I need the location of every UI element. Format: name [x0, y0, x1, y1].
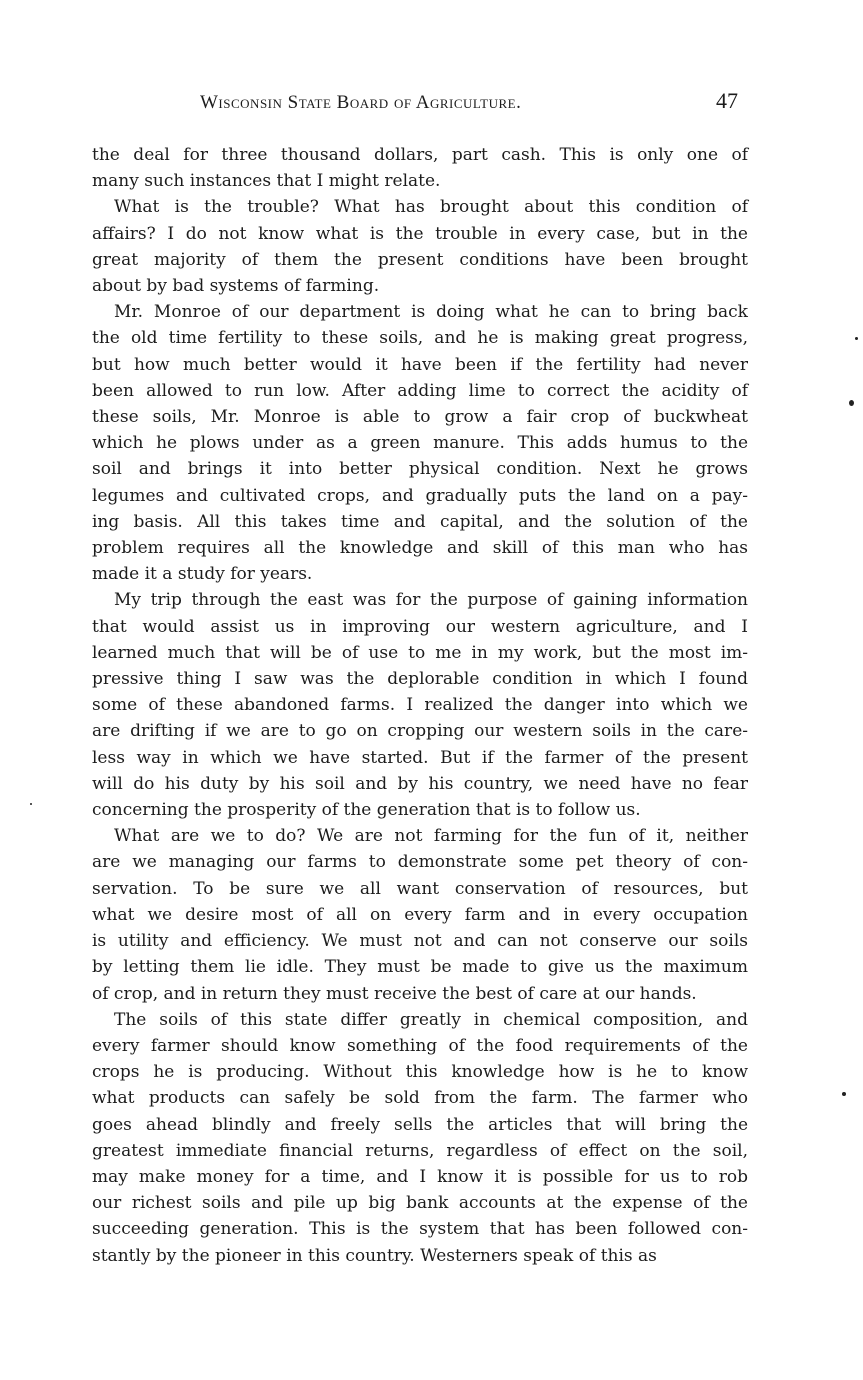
text-line: been allowed to run low. After adding lime to correct the acidity of: [92, 380, 748, 401]
text-line: which he plows under as a green manure. This adds humus to the: [92, 433, 748, 454]
scan-speck: [30, 803, 32, 805]
running-head: Wisconsin State Board of Agriculture.: [200, 92, 522, 113]
paragraph: [92, 1007, 748, 1269]
text-line: what products can safely be sold from the farm. The farmer who: [92, 1088, 748, 1109]
text-line: affairs? I do not know what is the trouble in every case, but in the: [92, 223, 748, 244]
text-line: the old time fertility to these soils, and he is making great progress,: [92, 328, 748, 349]
text-line: What are we to do? We are not farming for the fun of it, neither: [114, 826, 748, 847]
text-line: goes ahead blindly and freely sells the articles that will bring the: [92, 1114, 748, 1135]
page-header: [200, 88, 742, 118]
text-line: these soils, Mr. Monroe is able to grow a fair crop of buckwheat: [92, 407, 748, 428]
text-line: succeeding generation. This is the system that has been followed con-: [92, 1219, 748, 1240]
body-text: [92, 142, 748, 1269]
paragraph: [92, 587, 748, 823]
text-line: made it a study for years.: [92, 564, 313, 585]
text-line: crops he is producing. Without this knowledge how is he to know: [92, 1062, 748, 1083]
text-line: about by bad systems of farming.: [92, 276, 380, 297]
text-line: stantly by the pioneer in this country. Westerners speak of this as: [92, 1245, 657, 1266]
text-line: are we managing our farms to demonstrate some pet theory of con-: [92, 852, 748, 873]
text-line: soil and brings it into better physical condition. Next he grows: [92, 459, 748, 480]
text-line: that would assist us in improving our western agriculture, and I: [92, 616, 748, 637]
paragraph: [92, 823, 748, 1006]
scan-speck: [849, 400, 854, 406]
paragraph: [92, 194, 748, 299]
text-line: greatest immediate financial returns, regardless of effect on the soil,: [92, 1140, 748, 1161]
text-line: of crop, and in return they must receive the best of care at our hands.: [92, 983, 697, 1004]
text-line: The soils of this state differ greatly in chemical composition, and: [114, 1009, 748, 1030]
text-line: what we desire most of all on every farm and in every occupation: [92, 904, 748, 925]
text-line: concerning the prosperity of the generation that is to follow us.: [92, 800, 641, 821]
text-line: our richest soils and pile up big bank accounts at the expense of the: [92, 1193, 748, 1214]
text-line: My trip through the east was for the purpose of gaining information: [114, 590, 748, 611]
text-line: the deal for three thousand dollars, part cash. This is only one of: [92, 145, 748, 165]
text-line: Mr. Monroe of our department is doing what he can to bring back: [114, 302, 748, 323]
text-line: problem requires all the knowledge and skill of this man who has: [92, 538, 748, 559]
scan-speck: [855, 337, 858, 340]
scan-speck: [842, 1092, 846, 1096]
text-line: pressive thing I saw was the deplorable condition in which I found: [92, 669, 748, 690]
text-line: legumes and cultivated crops, and gradually puts the land on a pay-: [92, 485, 748, 506]
paragraph: [92, 299, 748, 587]
text-line: may make money for a time, and I know it is possible for us to rob: [92, 1166, 748, 1187]
text-line: is utility and efficiency. We must not and can not conserve our soils: [92, 931, 748, 952]
text-line: some of these abandoned farms. I realized the danger into which we: [92, 695, 748, 716]
text-line: What is the trouble? What has brought about this condition of: [114, 197, 748, 218]
text-line: servation. To be sure we all want conservation of resources, but: [92, 878, 748, 899]
text-line: ing basis. All this takes time and capital, and the solution of the: [92, 511, 748, 532]
text-line: by letting them lie idle. They must be made to give us the maximum: [92, 957, 748, 978]
page-number: 47: [716, 88, 738, 113]
text-line: great majority of them the present conditions have been brought: [92, 249, 748, 270]
text-line: less way in which we have started. But if the farmer of the present: [92, 747, 748, 768]
text-line: every farmer should know something of the food requirements of the: [92, 1035, 748, 1056]
paragraph: [92, 142, 748, 194]
text-line: but how much better would it have been if the fertility had never: [92, 354, 748, 375]
text-line: will do his duty by his soil and by his country, we need have no fear: [92, 773, 748, 794]
text-line: are drifting if we are to go on cropping our western soils in the care-: [92, 721, 748, 742]
text-line: many such instances that I might relate.: [92, 171, 441, 192]
text-line: learned much that will be of use to me in my work, but the most im-: [92, 642, 748, 663]
